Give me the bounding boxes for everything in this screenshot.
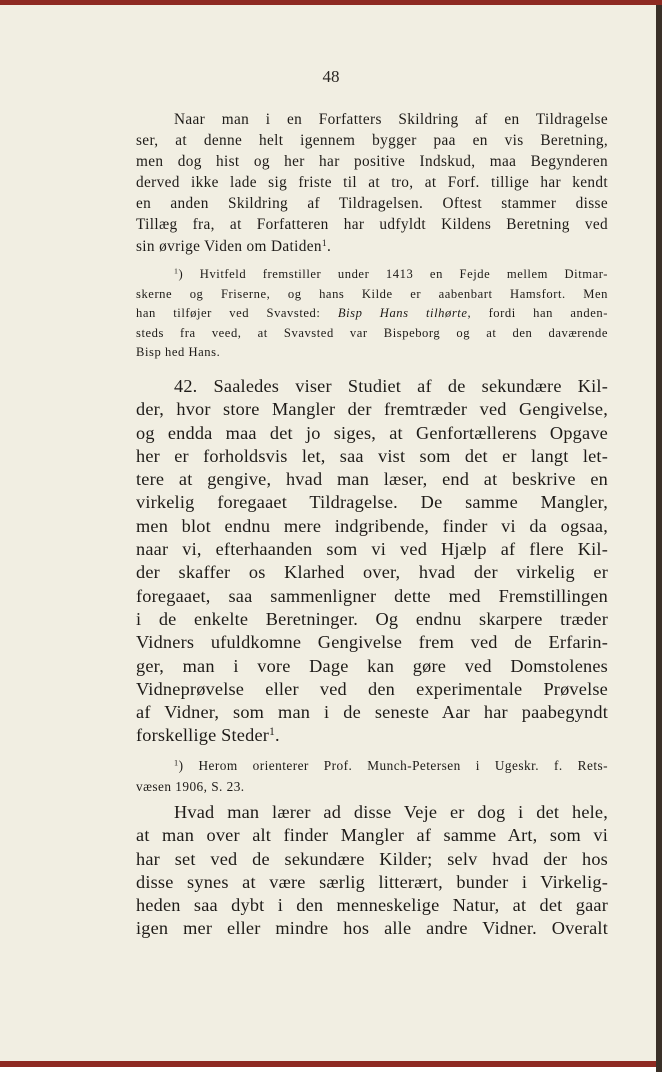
text-line: Vidneprøvelse eller ved den experimentale Prøvelse [136,678,608,699]
text-line: Hvad man lærer ad disse Veje er dog i det hele, [174,802,608,822]
text-line: her er forholdsvis let, saa vist som det er langt let- [136,445,608,466]
footnote-reference: 1 [269,726,275,739]
text-line: igen mer eller mindre hos alle andre Vidner. Overalt [136,918,608,939]
footnote-line: steds fra veed, at Svavsted var Bispeborg og at den daværende [136,325,608,340]
text-line: derved ikke lade sig friste til at tro, at Forf. tillige har kendt [136,174,608,192]
text-line: forskellige Steder$^1$. [136,725,280,746]
footnote-marker: 1 [174,266,179,276]
page-number: 48 [322,67,340,86]
footnote-2 [136,755,608,797]
page-edge [656,5,662,1072]
text-line: der, hvor store Mangler der fremtræder ved Gengivelse, [136,399,608,420]
text-line: ser, at denne helt igennem bygger paa en vis Beretning, [136,132,608,150]
text-line: der skaffer os Klarhed over, hvad der virkelig er [136,562,608,583]
paragraph-1 [136,109,608,257]
text-line: ger, man i vore Dage kan gøre ved Domstolenes [136,655,608,676]
text-line: 42. Saaledes viser Studiet af de sekundære Kil- [174,376,608,396]
footnote-line: $^1$) Herom orienterer Prof. Munch-Petersen i Ugeskr. f. Rets- [174,758,608,773]
footnote-line: $^1$) Hvitfeld fremstiller under 1413 en Fejde mellem Ditmar- [174,266,608,281]
text-line: Vidners ufuldkomne Gengivelse frem ved de Erfarin- [136,632,608,653]
text-line: en anden Skildring af Tildragelsen. Oftest stammer disse [136,195,608,213]
text-line: virkelig foregaaet Tildragelse. De samme Mangler, [136,492,608,513]
footnote-marker: 1 [174,758,179,768]
text-line: heden saa dybt i den menneskelige Natur, at det gaar [136,895,608,916]
text-line: men blot endnu mere indgribende, finder vi da ogsaa, [136,515,608,536]
footnote-line: han tilføjer ved Svavsted: Bisp Hans tilhørte, fordi han anden- [136,306,608,320]
text-line: Naar man i en Forfatters Skildring af en Tildragelse [174,111,608,128]
footnote-line: skerne og Friserne, og hans Kilde er aabenbart Hamsfort. Men [136,286,608,301]
paragraph-42 [136,375,608,748]
text-line: men dog hist og her har positive Indskud, maa Begynderen [136,153,608,171]
text-line: naar vi, efterhaanden som vi ved Hjælp af flere Kil- [136,539,608,560]
italic-text: Bisp Hans tilhørte, [337,306,472,320]
text-line: foregaaet, saa sammenligner dette med Fremstillingen [136,585,608,606]
text-line: i de enkelte Beretninger. Og endnu skarpere træder [136,608,608,629]
footnote-reference: 1 [321,238,327,249]
paragraph-3 [136,801,608,941]
text-line: disse synes at være særlig litterært, bunder i Virkelig- [136,871,608,892]
text-line: har set ved de sekundære Kilder; selv hvad der hos [136,848,608,869]
footnote-line: Bisp hed Hans. [136,345,221,359]
footnote-line: væsen 1906, S. 23. [136,779,245,794]
text-line: Tillæg fra, at Forfatteren har udfyldt Kildens Beretning ved [136,216,608,234]
text-line: sin øvrige Viden om Datiden$^1$. [136,237,332,255]
footnote-1 [136,265,608,363]
text-line: og endda maa det jo siges, at Genfortællerens Opgave [136,422,608,443]
text-line: tere at gengive, hvad man læser, end at beskrive en [136,469,608,490]
text-line: af Vidner, som man i de seneste Aar har paabegyndt [136,702,608,723]
text-line: at man over alt finder Mangler af samme Art, som vi [136,825,608,846]
